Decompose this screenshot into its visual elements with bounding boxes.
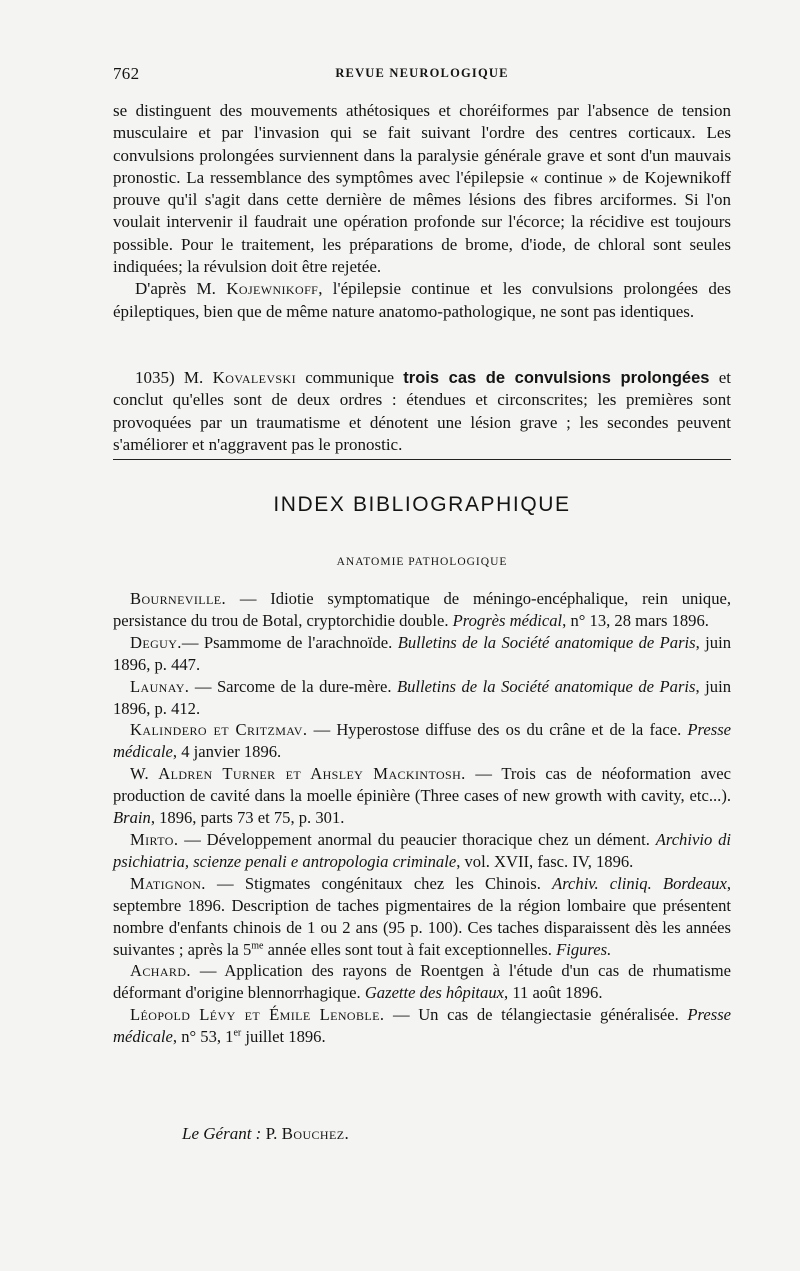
gerant-name-prefix: P. bbox=[265, 1124, 282, 1143]
bib-journal: Bulletins de la Société anatomique de Paris bbox=[397, 676, 696, 696]
bib-author: Bourneville. bbox=[130, 589, 227, 608]
bib-ref: , 4 janvier 1896. bbox=[172, 742, 282, 762]
bib-text: — Psammome de l'arachnoïde. bbox=[181, 632, 398, 652]
bib-author: W. Aldren Turner et Ahsley Mackintosh. bbox=[130, 764, 466, 784]
bib-ref: , septembre 1896. Description de taches pigmentaires de la région lombaire que présentent nombre d'enfants chinois de 1 ou 2 ans (95 p. 100). Ces taches disparaissent dès les années suivantes ; après la 5 bbox=[113, 873, 731, 959]
abstract-verb: communique bbox=[295, 368, 404, 387]
bibliography-list bbox=[113, 588, 731, 1048]
bib-journal: Bulletins de la Société anatomique de Paris bbox=[397, 632, 696, 652]
bib-ref: , 11 août 1896. bbox=[504, 983, 603, 1003]
bib-author: Léopold Lévy et Émile Lenoble. bbox=[130, 1005, 385, 1025]
abstract-1035 bbox=[113, 367, 731, 456]
index-title: INDEX BIBLIOGRAPHIQUE bbox=[273, 493, 571, 516]
bib-entry bbox=[113, 719, 731, 763]
bib-ref-tail: année elles sont tout à fait exceptionnelles. bbox=[263, 939, 557, 959]
bib-ref: , 1896, parts 73 et 75, p. 301. bbox=[150, 808, 345, 828]
paragraph bbox=[113, 278, 731, 323]
bib-ref-tail: juillet 1896. bbox=[241, 1027, 326, 1047]
bib-ref: , juin 1896, p. 412. bbox=[113, 676, 731, 718]
bib-author: Matignon. bbox=[130, 873, 206, 893]
bib-journal: Presse médicale bbox=[113, 720, 732, 762]
abstract-text: et conclut qu'elles sont de deux ordres : étendues et circonscrites; les premières sont provoquées par un traumatisme et dénotent une lésion grave ; les secondes peuvent s'améliorer et n'aggravent pas le pronostic. bbox=[113, 368, 731, 454]
abstract-title: trois cas de convulsions prolongées bbox=[403, 369, 710, 387]
bib-ref: , vol. XVII, fasc. IV, 1896. bbox=[456, 851, 634, 871]
bib-author: Kalindero et Critzmav. bbox=[130, 720, 308, 740]
bib-ref: , juin 1896, p. 447. bbox=[113, 632, 731, 674]
bib-journal: Brain bbox=[113, 808, 151, 828]
bib-text: — Hyperostose diffuse des os du crâne et de la face. bbox=[307, 720, 688, 740]
page-header bbox=[113, 64, 731, 88]
bib-author: Launay. bbox=[130, 676, 190, 696]
gerant-name: Bouchez. bbox=[281, 1124, 350, 1143]
bib-entry bbox=[113, 632, 731, 676]
abstract-number: 1035) M. bbox=[135, 368, 213, 387]
bib-entry bbox=[113, 873, 731, 961]
bib-text: — Trois cas de néoformation avec production de cavité dans la moelle épinière (Three cases of new growth with cavity, etc...). bbox=[113, 764, 732, 806]
gerant-label: Le Gérant : bbox=[182, 1124, 262, 1143]
bib-entry bbox=[113, 1004, 731, 1048]
author-name: Kojewnikoff bbox=[226, 279, 319, 299]
publisher-signature bbox=[182, 1124, 349, 1144]
section-divider bbox=[113, 459, 731, 460]
superscript: me bbox=[251, 939, 264, 951]
bib-entry bbox=[113, 829, 731, 873]
author-name: Kovalevski bbox=[212, 368, 296, 387]
paragraph bbox=[113, 367, 731, 456]
bib-entry bbox=[113, 960, 731, 1004]
running-title: REVUE NEUROLOGIQUE bbox=[335, 66, 509, 80]
paragraph-lead: D'après M. bbox=[135, 279, 227, 299]
paragraph-text: , l'épilepsie continue et les convulsions prolongées des épileptiques, bien que de même nature anatomo-pathologique, ne sont pas identiques. bbox=[113, 279, 732, 321]
bib-entry bbox=[113, 763, 731, 829]
continuation-text bbox=[113, 100, 731, 323]
bib-entry bbox=[113, 676, 731, 720]
bib-journal: Archivio di psichiatria, scienze penali e antropologia criminale bbox=[113, 829, 732, 871]
bib-journal: Presse médicale bbox=[113, 1005, 732, 1047]
bib-journal: Progrès médical bbox=[452, 610, 563, 630]
page-number: 762 bbox=[113, 64, 140, 83]
bib-text: — Développement anormal du peaucier thoracique chez un dément. bbox=[178, 829, 656, 849]
bib-text: — Sarcome de la dure-mère. bbox=[189, 676, 397, 696]
bib-ref: , n° 13, 28 mars 1896. bbox=[562, 610, 709, 630]
bib-ref: , n° 53, 1 bbox=[172, 1027, 234, 1047]
bib-author: Mirto. bbox=[130, 829, 179, 849]
bib-text: — Idiotie symptomatique de méningo-encéphalique, rein unique, persistance du trou de Botal, cryptorchidie double. bbox=[113, 589, 731, 630]
superscript: er bbox=[233, 1027, 242, 1039]
bib-text: — Application des rayons de Roentgen à l'étude d'un cas de rhumatisme déformant d'origine blennorrhagique. bbox=[113, 961, 731, 1003]
bib-text: — Stigmates congénitaux chez les Chinois. bbox=[205, 873, 553, 893]
bib-text: — Un cas de télangiectasie généralisée. bbox=[384, 1005, 688, 1025]
bib-journal: Gazette des hôpitaux bbox=[364, 983, 505, 1003]
bib-journal: Archiv. cliniq. Bordeaux bbox=[552, 873, 727, 893]
section-title: ANATOMIE PATHOLOGIQUE bbox=[336, 556, 508, 568]
bib-author: Achard. bbox=[130, 961, 191, 981]
paragraph: se distinguent des mouvements athétosiques et choréiformes par l'absence de tension musculaire et par l'invasion qui se fait suivant l'ordre des centres corticaux. Les convulsions prolongées surviennent dans la paralysie générale grave et sont d'un mauvais pronostic. La ressemblance des symptômes avec l'épilepsie « continue » de Kojewnikoff prouve qu'il s'agit dans cette dernière de mêmes lésions des fibres arciformes. Si l'on voulait intervenir il faudrait une opération profonde sur l'écorce; la récidive est toujours possible. Pour le traitement, les préparations de brome, d'iode, de chloral sont seules indiquées; la révulsion doit être rejetée. bbox=[113, 101, 731, 277]
bib-entry bbox=[113, 588, 731, 632]
bib-author: Deguy. bbox=[130, 632, 182, 652]
bib-figures: Figures. bbox=[556, 939, 612, 959]
